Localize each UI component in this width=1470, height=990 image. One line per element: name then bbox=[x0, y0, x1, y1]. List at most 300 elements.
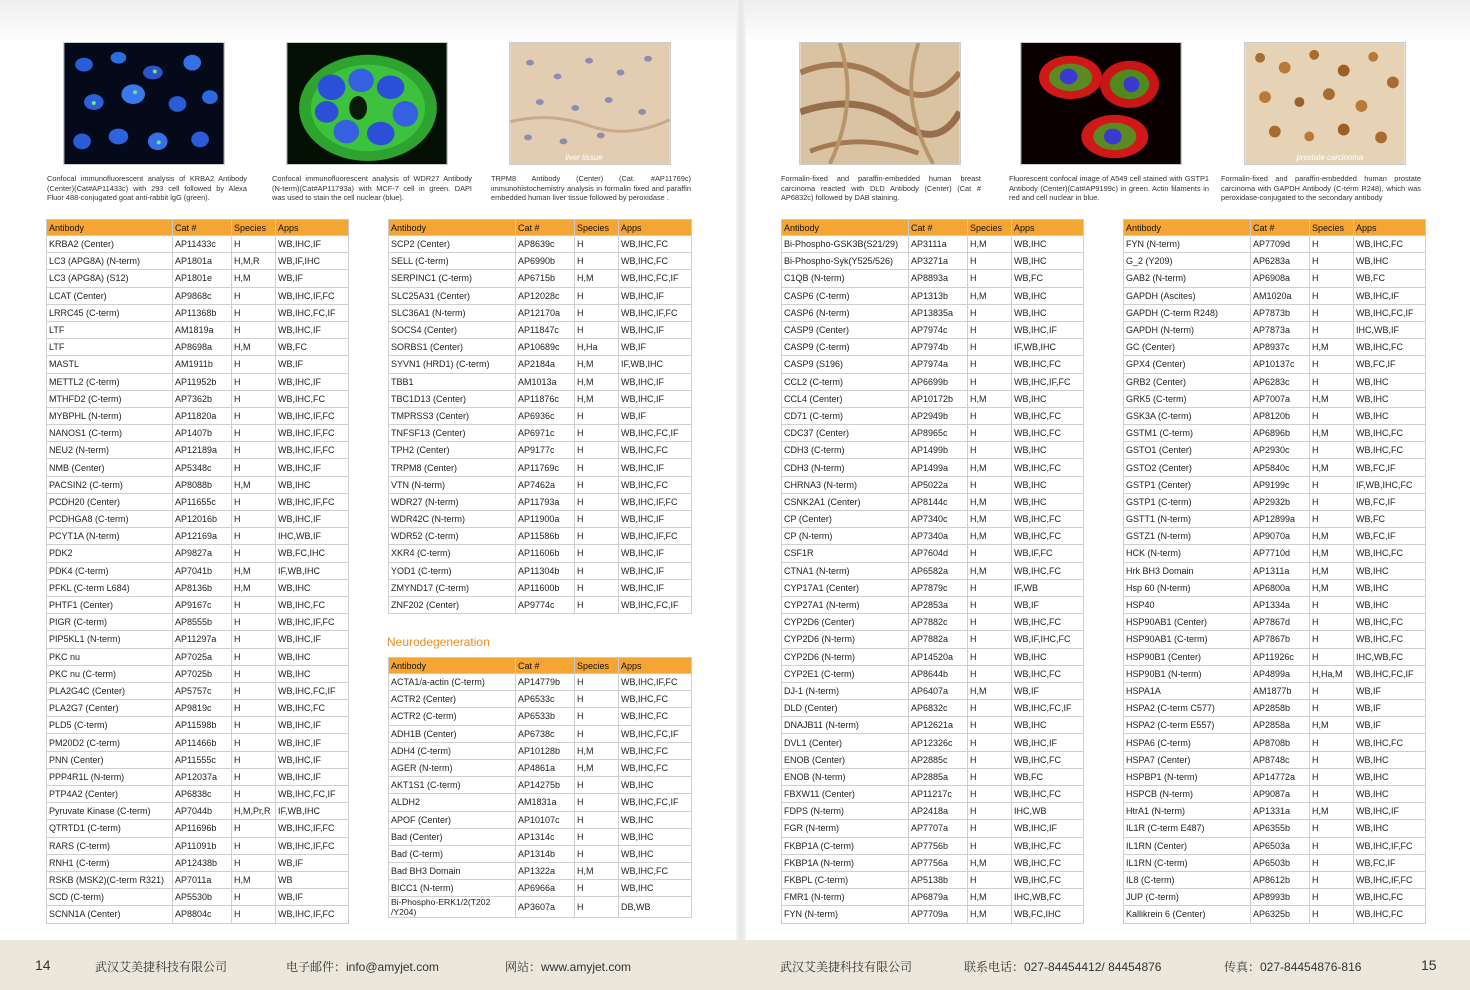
applications: WB,IHC bbox=[1012, 390, 1084, 407]
species: H,M bbox=[232, 270, 276, 287]
column-header: Cat # bbox=[1251, 220, 1310, 236]
figure-trpm8-ihc bbox=[509, 42, 671, 165]
catalog-number: AM1877b bbox=[1251, 682, 1310, 699]
applications: WB,IHC,FC,IF bbox=[1354, 304, 1426, 321]
antibody-name: PFKL (C-term L684) bbox=[47, 579, 173, 596]
catalog-number: AP3111a bbox=[909, 236, 968, 253]
figure-gapdh-ihc bbox=[1244, 42, 1406, 165]
table-row bbox=[47, 287, 349, 304]
species: H bbox=[232, 304, 276, 321]
applications: WB,IF bbox=[1354, 717, 1426, 734]
table-row bbox=[782, 717, 1084, 734]
species: H bbox=[232, 837, 276, 854]
table-row bbox=[47, 871, 349, 888]
antibody-name: PTP4A2 (Center) bbox=[47, 786, 173, 803]
applications: WB,IHC,IF bbox=[276, 321, 349, 338]
catalog-number: AP11297a bbox=[173, 631, 232, 648]
table-row bbox=[389, 674, 692, 691]
applications: WB,IHC,FC,IF bbox=[619, 596, 692, 613]
table-row bbox=[47, 321, 349, 338]
svg-text:liver tissue: liver tissue bbox=[565, 153, 603, 163]
table-row bbox=[389, 828, 692, 845]
applications: WB,IHC,FC bbox=[1012, 528, 1084, 545]
species: H bbox=[232, 528, 276, 545]
species: H,M,Pr,R bbox=[232, 803, 276, 820]
footer-email[interactable]: 电子邮件：info@amyjet.com bbox=[286, 960, 439, 974]
antibody-name: JUP (C-term) bbox=[1124, 889, 1251, 906]
column-header: Apps bbox=[276, 220, 349, 236]
catalog-number: AP7025b bbox=[173, 665, 232, 682]
species: H bbox=[968, 700, 1012, 717]
antibody-table-2 bbox=[388, 219, 692, 614]
catalog-number: AP11600b bbox=[516, 579, 575, 596]
applications: WB,IHC,FC bbox=[1354, 442, 1426, 459]
table-row bbox=[782, 425, 1084, 442]
catalog-number: AP9868c bbox=[173, 287, 232, 304]
table-row bbox=[1124, 476, 1426, 493]
antibody-name: ADH1B (Center) bbox=[389, 725, 516, 742]
species: H bbox=[575, 811, 619, 828]
applications: WB,IHC bbox=[276, 648, 349, 665]
antibody-name: CCL2 (C-term) bbox=[782, 373, 909, 390]
catalog-number: AP5530b bbox=[173, 889, 232, 906]
footer-website[interactable]: 网站：www.amyjet.com bbox=[505, 960, 632, 974]
species: H,M bbox=[968, 528, 1012, 545]
applications: WB,IHC,FC,IF bbox=[276, 786, 349, 803]
applications: WB,FC bbox=[1354, 270, 1426, 287]
species: H bbox=[968, 717, 1012, 734]
species: H bbox=[232, 751, 276, 768]
applications: WB,IHC,IF,FC bbox=[276, 407, 349, 424]
antibody-name: PM20D2 (C-term) bbox=[47, 734, 173, 751]
table-row bbox=[1124, 562, 1426, 579]
species: H bbox=[575, 442, 619, 459]
species: H bbox=[575, 321, 619, 338]
species: H bbox=[1310, 786, 1354, 803]
species: H bbox=[968, 631, 1012, 648]
species: H,M bbox=[575, 390, 619, 407]
antibody-name: CASP9 (Center) bbox=[782, 321, 909, 338]
catalog-number: AP11696b bbox=[173, 820, 232, 837]
antibody-name: CTNA1 (N-term) bbox=[782, 562, 909, 579]
table-row bbox=[1124, 700, 1426, 717]
catalog-number: AP6283c bbox=[1251, 373, 1310, 390]
applications: DB,WB bbox=[619, 897, 692, 918]
species: H bbox=[1310, 837, 1354, 854]
applications: WB,IHC,FC bbox=[1354, 545, 1426, 562]
page-gutter bbox=[736, 0, 746, 940]
catalog-number: AP2184a bbox=[516, 356, 575, 373]
catalog-number: AP1331a bbox=[1251, 803, 1310, 820]
species: H bbox=[968, 579, 1012, 596]
antibody-name: SCD (C-term) bbox=[47, 889, 173, 906]
page-number-right: 15 bbox=[1421, 957, 1437, 973]
antibody-name: CYP2D6 (N-term) bbox=[782, 631, 909, 648]
species: H bbox=[1310, 442, 1354, 459]
catalog-number: AP9827a bbox=[173, 545, 232, 562]
applications: WB,IHC,FC,IF bbox=[619, 425, 692, 442]
species: H,M bbox=[968, 511, 1012, 528]
antibody-name: Pyruvate Kinase (C-term) bbox=[47, 803, 173, 820]
species: H bbox=[1310, 476, 1354, 493]
species: H bbox=[1310, 700, 1354, 717]
table-row bbox=[47, 854, 349, 871]
table-row bbox=[47, 253, 349, 270]
applications: WB,IF bbox=[1012, 682, 1084, 699]
column-header: Cat # bbox=[909, 220, 968, 236]
catalog-number: AP4899a bbox=[1251, 665, 1310, 682]
species: H bbox=[232, 425, 276, 442]
table-row bbox=[782, 270, 1084, 287]
catalog-number: AP6503a bbox=[1251, 837, 1310, 854]
table-row bbox=[1124, 648, 1426, 665]
table-row bbox=[389, 442, 692, 459]
catalog-number: AP11900a bbox=[516, 511, 575, 528]
species: H bbox=[232, 682, 276, 699]
antibody-name: CASP9 (S196) bbox=[782, 356, 909, 373]
table-row bbox=[389, 253, 692, 270]
applications: WB,IHC bbox=[1012, 476, 1084, 493]
applications: WB,IHC,FC bbox=[619, 691, 692, 708]
species: H bbox=[968, 614, 1012, 631]
antibody-name: GSTT1 (N-term) bbox=[1124, 511, 1251, 528]
table-row bbox=[1124, 871, 1426, 888]
catalog-number: AP10137c bbox=[1251, 356, 1310, 373]
applications: WB,IHC,IF,FC bbox=[276, 425, 349, 442]
applications: WB,IHC,IF bbox=[276, 751, 349, 768]
catalog-number: AM1020a bbox=[1251, 287, 1310, 304]
catalog-number: AP8893a bbox=[909, 270, 968, 287]
species: H bbox=[1310, 236, 1354, 253]
species: H bbox=[1310, 631, 1354, 648]
table-row bbox=[389, 459, 692, 476]
catalog-number: AP13835a bbox=[909, 304, 968, 321]
species: H bbox=[968, 786, 1012, 803]
column-header: Antibody bbox=[47, 220, 173, 236]
catalog-number: AP12438b bbox=[173, 854, 232, 871]
catalog-number: AP2418a bbox=[909, 803, 968, 820]
table-row bbox=[782, 906, 1084, 923]
antibody-name: TNFSF13 (Center) bbox=[389, 425, 516, 442]
catalog-number: AP12170a bbox=[516, 304, 575, 321]
antibody-name: TBB1 bbox=[389, 373, 516, 390]
table-row bbox=[1124, 511, 1426, 528]
applications: WB,FC,IF bbox=[1354, 493, 1426, 510]
catalog-number: AP9070a bbox=[1251, 528, 1310, 545]
applications: WB,IHC bbox=[276, 665, 349, 682]
antibody-name: RNH1 (C-term) bbox=[47, 854, 173, 871]
table-row bbox=[389, 236, 692, 253]
catalog-number: AM1911b bbox=[173, 356, 232, 373]
table-row bbox=[782, 390, 1084, 407]
applications: WB,IHC,IF bbox=[619, 287, 692, 304]
applications: WB,IHC,FC bbox=[1012, 614, 1084, 631]
catalog-number: AP1311a bbox=[1251, 562, 1310, 579]
table-row bbox=[782, 579, 1084, 596]
applications: WB,IHC bbox=[276, 476, 349, 493]
antibody-name: MASTL bbox=[47, 356, 173, 373]
antibody-name: LRRC45 (C-term) bbox=[47, 304, 173, 321]
catalog-number: AP6407a bbox=[909, 682, 968, 699]
table-row bbox=[47, 768, 349, 785]
table-header-row bbox=[389, 220, 692, 236]
table-row bbox=[782, 854, 1084, 871]
species: H bbox=[232, 786, 276, 803]
antibody-name: VTN (N-term) bbox=[389, 476, 516, 493]
applications: WB,IHC bbox=[619, 845, 692, 862]
catalog-number: AP7604d bbox=[909, 545, 968, 562]
antibody-name: PHTF1 (Center) bbox=[47, 596, 173, 613]
antibody-name: CASP6 (N-term) bbox=[782, 304, 909, 321]
antibody-name: LCAT (Center) bbox=[47, 287, 173, 304]
applications: WB,IHC bbox=[1354, 373, 1426, 390]
catalog-number: AP11793a bbox=[516, 493, 575, 510]
species: H bbox=[232, 596, 276, 613]
antibody-name: WDR27 (N-term) bbox=[389, 493, 516, 510]
catalog-number: AP8136b bbox=[173, 579, 232, 596]
species: H bbox=[575, 476, 619, 493]
applications: WB,IF bbox=[276, 854, 349, 871]
antibody-name: PLD5 (C-term) bbox=[47, 717, 173, 734]
applications: WB,IHC,IF,FC bbox=[1354, 837, 1426, 854]
table-row bbox=[1124, 287, 1426, 304]
antibody-name: PIP5KL1 (N-term) bbox=[47, 631, 173, 648]
species: H bbox=[575, 794, 619, 811]
antibody-name: PNN (Center) bbox=[47, 751, 173, 768]
catalog-number: AP1407b bbox=[173, 425, 232, 442]
table-row bbox=[389, 304, 692, 321]
antibody-name: Bi-Phospho-Syk(Y525/526) bbox=[782, 253, 909, 270]
species: H,M bbox=[1310, 339, 1354, 356]
catalog-number: AP11606b bbox=[516, 545, 575, 562]
antibody-name: RARS (C-term) bbox=[47, 837, 173, 854]
species: H bbox=[575, 407, 619, 424]
catalog-number: AP1314c bbox=[516, 828, 575, 845]
applications: WB,IHC bbox=[619, 777, 692, 794]
applications: WB,IHC,IF,FC bbox=[1354, 871, 1426, 888]
catalog-number: AP6738c bbox=[516, 725, 575, 742]
catalog-number: AP11466b bbox=[173, 734, 232, 751]
species: H bbox=[232, 700, 276, 717]
table-row bbox=[389, 390, 692, 407]
antibody-name: CDH3 (N-term) bbox=[782, 459, 909, 476]
table-row bbox=[782, 665, 1084, 682]
species: H bbox=[1310, 906, 1354, 923]
table-row bbox=[389, 493, 692, 510]
table-row bbox=[1124, 906, 1426, 923]
applications: WB,IHC,FC,IF bbox=[1012, 700, 1084, 717]
table-row bbox=[47, 476, 349, 493]
applications: WB,IHC bbox=[1012, 304, 1084, 321]
applications: IHC,WB,FC bbox=[1354, 648, 1426, 665]
species: H bbox=[1310, 407, 1354, 424]
catalog-number: AP7340a bbox=[909, 528, 968, 545]
antibody-name: METTL2 (C-term) bbox=[47, 373, 173, 390]
species: H,M bbox=[1310, 562, 1354, 579]
applications: WB,IHC,IF bbox=[1354, 803, 1426, 820]
applications: WB,IHC bbox=[1354, 786, 1426, 803]
column-header: Cat # bbox=[173, 220, 232, 236]
table-row bbox=[1124, 304, 1426, 321]
applications: WB,IHC,IF bbox=[1354, 287, 1426, 304]
species: H,M bbox=[1310, 459, 1354, 476]
antibody-name: GSTZ1 (N-term) bbox=[1124, 528, 1251, 545]
catalog-number: AP2932b bbox=[1251, 493, 1310, 510]
antibody-name: PCDHGA8 (C-term) bbox=[47, 511, 173, 528]
table-row bbox=[1124, 321, 1426, 338]
antibody-name: TBC1D13 (Center) bbox=[389, 390, 516, 407]
antibody-name: MTHFD2 (C-term) bbox=[47, 390, 173, 407]
species: H bbox=[232, 373, 276, 390]
applications: WB,IHC,FC,IF bbox=[619, 794, 692, 811]
catalog-number: AP9199c bbox=[1251, 476, 1310, 493]
table-row bbox=[1124, 236, 1426, 253]
catalog-number: AP9819c bbox=[173, 700, 232, 717]
antibody-name: PIGR (C-term) bbox=[47, 614, 173, 631]
antibody-name: Hsp 60 (N-term) bbox=[1124, 579, 1251, 596]
caption-trpm8: TRPM8 Antibody (Center) (Cat. #AP11769c) immunohistochemistry analysis in formalin fixed and paraffin embedded human liver tissue followed by peroxidase . bbox=[491, 174, 691, 203]
antibody-name: CP (Center) bbox=[782, 511, 909, 528]
table-row bbox=[47, 425, 349, 442]
catalog-number: AP8708b bbox=[1251, 734, 1310, 751]
applications: WB,FC bbox=[276, 339, 349, 356]
antibody-name: GAPDH (N-term) bbox=[1124, 321, 1251, 338]
catalog-number: AP5138b bbox=[909, 871, 968, 888]
catalog-number: AP2853a bbox=[909, 596, 968, 613]
table-row bbox=[389, 528, 692, 545]
species: H,M bbox=[575, 742, 619, 759]
table-row bbox=[1124, 356, 1426, 373]
applications: IHC,WB bbox=[1012, 803, 1084, 820]
applications: WB,IHC,FC bbox=[1012, 511, 1084, 528]
applications: WB,IHC,FC,IF bbox=[276, 304, 349, 321]
table-row bbox=[1124, 493, 1426, 510]
antibody-name: MYBPHL (N-term) bbox=[47, 407, 173, 424]
catalog-number: AP8804c bbox=[173, 906, 232, 923]
column-header: Antibody bbox=[389, 658, 516, 674]
applications: WB bbox=[276, 871, 349, 888]
catalog-number: AP12189a bbox=[173, 442, 232, 459]
caption-wdr27: Confocal immunofluorescent analysis of WDR27 Antibody (N-term)(Cat#AP11793a) with MCF-7 cell in green. DAPI was used to stain the cell nuclear (blue). bbox=[272, 174, 472, 203]
catalog-number: AP1499b bbox=[909, 442, 968, 459]
species: H bbox=[1310, 321, 1354, 338]
table-row bbox=[47, 734, 349, 751]
catalog-number: AP2858b bbox=[1251, 700, 1310, 717]
catalog-number: AP7974b bbox=[909, 339, 968, 356]
table-row bbox=[47, 751, 349, 768]
species: H bbox=[968, 321, 1012, 338]
applications: WB,IHC,IF bbox=[276, 768, 349, 785]
catalog-number: AP6896b bbox=[1251, 425, 1310, 442]
species: H bbox=[575, 845, 619, 862]
antibody-name: HtrA1 (N-term) bbox=[1124, 803, 1251, 820]
applications: WB,IHC bbox=[1354, 579, 1426, 596]
applications: IHC,WB,FC bbox=[1012, 889, 1084, 906]
antibody-name: WDR52 (C-term) bbox=[389, 528, 516, 545]
species: H bbox=[575, 511, 619, 528]
catalog-number: AP6582a bbox=[909, 562, 968, 579]
applications: WB,IHC,FC bbox=[1354, 734, 1426, 751]
antibody-name: GSK3A (C-term) bbox=[1124, 407, 1251, 424]
species: H,M bbox=[575, 356, 619, 373]
antibody-name: ZMYND17 (C-term) bbox=[389, 579, 516, 596]
species: H bbox=[1310, 614, 1354, 631]
table-row bbox=[1124, 459, 1426, 476]
applications: WB,IHC bbox=[276, 579, 349, 596]
catalog-number: AP7462a bbox=[516, 476, 575, 493]
applications: WB,IHC,IF bbox=[619, 373, 692, 390]
table-row bbox=[389, 579, 692, 596]
column-header: Apps bbox=[1354, 220, 1426, 236]
species: H bbox=[232, 889, 276, 906]
applications: WB,IHC,FC,IF bbox=[276, 682, 349, 699]
applications: WB,IHC bbox=[1012, 493, 1084, 510]
species: H,M bbox=[575, 759, 619, 776]
antibody-name: SOCS4 (Center) bbox=[389, 321, 516, 338]
species: H bbox=[1310, 648, 1354, 665]
species: H bbox=[232, 442, 276, 459]
antibody-name: SERPINC1 (C-term) bbox=[389, 270, 516, 287]
antibody-name: Hrk BH3 Domain bbox=[1124, 562, 1251, 579]
species: H bbox=[575, 493, 619, 510]
catalog-number: AP6966a bbox=[516, 880, 575, 897]
applications: WB,IHC,IF,FC bbox=[619, 304, 692, 321]
applications: WB,FC,IF bbox=[1354, 459, 1426, 476]
antibody-name: CYP2D6 (Center) bbox=[782, 614, 909, 631]
species: H bbox=[1310, 373, 1354, 390]
antibody-name: ADH4 (C-term) bbox=[389, 742, 516, 759]
figure-krba2-if bbox=[63, 42, 225, 165]
species: H bbox=[232, 614, 276, 631]
table-row bbox=[389, 596, 692, 613]
species: H,M bbox=[1310, 545, 1354, 562]
species: H bbox=[968, 304, 1012, 321]
catalog-number: AP11368b bbox=[173, 304, 232, 321]
antibody-name: PCDH20 (Center) bbox=[47, 493, 173, 510]
antibody-name: CYP17A1 (Center) bbox=[782, 579, 909, 596]
table-row bbox=[389, 845, 692, 862]
footer-company: 武汉艾美捷科技有限公司 bbox=[95, 960, 228, 974]
species: H bbox=[1310, 889, 1354, 906]
applications: WB,IHC,FC bbox=[1354, 906, 1426, 923]
column-header: Species bbox=[968, 220, 1012, 236]
table-row bbox=[782, 768, 1084, 785]
applications: WB,IHC,IF,FC bbox=[276, 493, 349, 510]
table-row bbox=[47, 236, 349, 253]
antibody-name: DJ-1 (N-term) bbox=[782, 682, 909, 699]
species: H,M bbox=[968, 854, 1012, 871]
catalog-number: AP8937c bbox=[1251, 339, 1310, 356]
species: H bbox=[575, 253, 619, 270]
antibody-name: FDPS (N-term) bbox=[782, 803, 909, 820]
table-row bbox=[1124, 614, 1426, 631]
table-row bbox=[1124, 579, 1426, 596]
species: H,M bbox=[1310, 390, 1354, 407]
applications: IHC,WB,IF bbox=[1354, 321, 1426, 338]
species: H bbox=[968, 596, 1012, 613]
column-header: Cat # bbox=[516, 220, 575, 236]
antibody-name: HSP40 bbox=[1124, 596, 1251, 613]
antibody-name: CASP6 (C-term) bbox=[782, 287, 909, 304]
column-header: Species bbox=[575, 220, 619, 236]
catalog-number: AP10689c bbox=[516, 339, 575, 356]
applications: IF,WB,IHC bbox=[1012, 339, 1084, 356]
table-row bbox=[389, 270, 692, 287]
catalog-number: AP12899a bbox=[1251, 511, 1310, 528]
catalog-number: AP6533b bbox=[516, 708, 575, 725]
applications: WB,IHC,IF bbox=[276, 373, 349, 390]
table-row bbox=[389, 863, 692, 880]
